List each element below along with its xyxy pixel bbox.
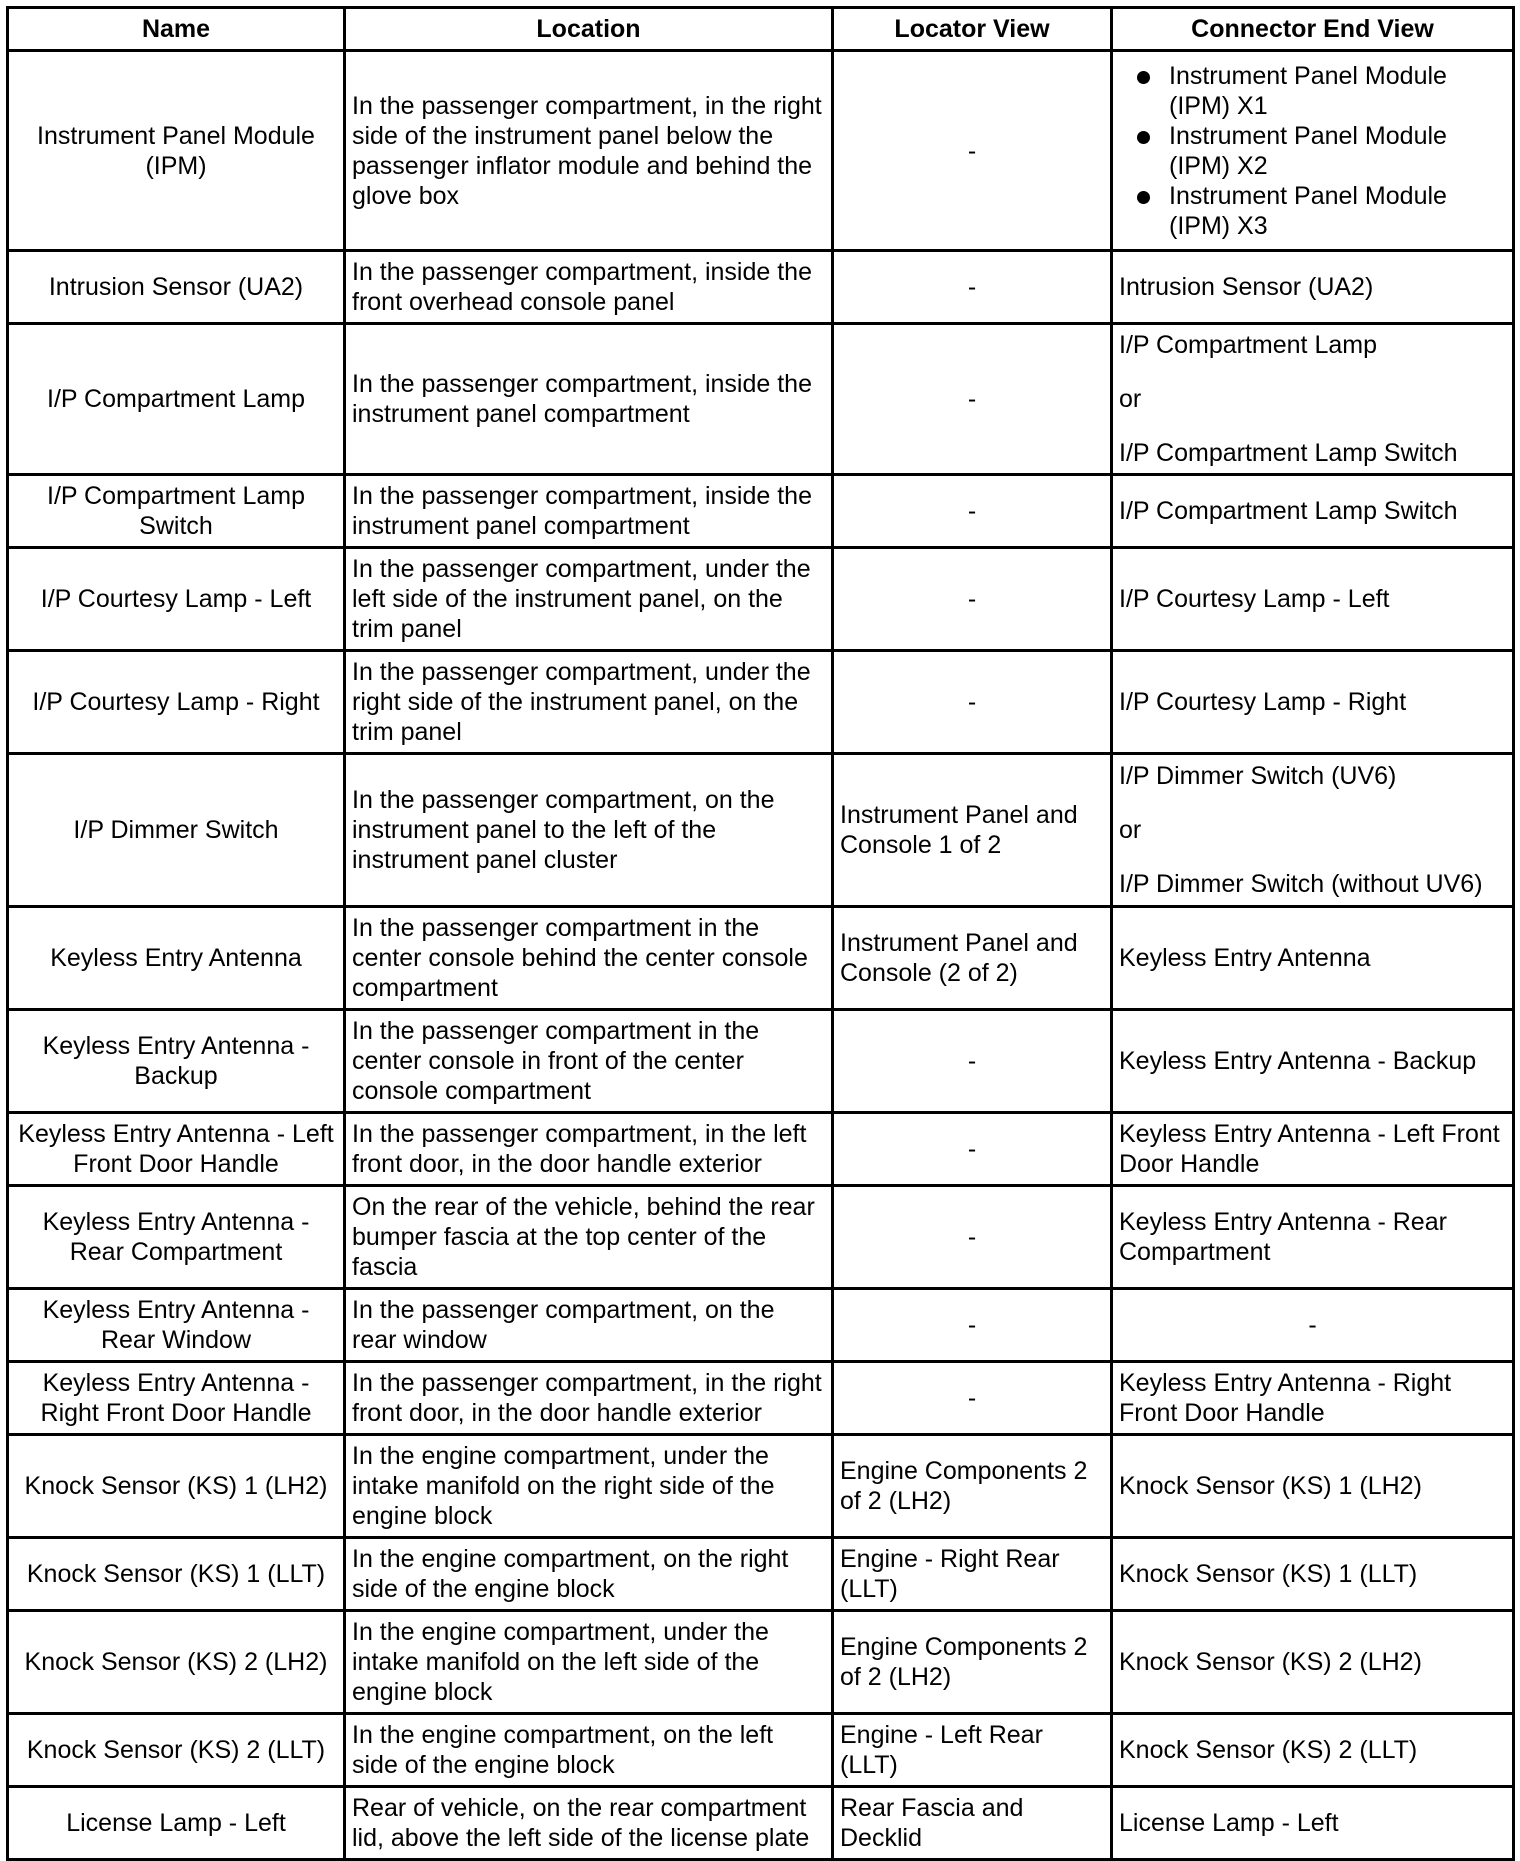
bullet-icon [1137,191,1150,204]
row-connector-end-view [1112,51,1514,251]
row-name: Keyless Entry Antenna - Rear Window [8,1289,345,1362]
connector-alt-option: I/P Dimmer Switch (without UV6) [1119,870,1483,898]
row-locator-view: - [833,548,1112,651]
connector-alt-option: I/P Compartment Lamp [1119,331,1377,359]
connector-list-item-label: Instrument Panel Module (IPM) X3 [1169,181,1447,240]
connector-list [1119,61,1506,241]
table-row [8,251,1514,324]
connector-alt-option: I/P Dimmer Switch (UV6) [1119,762,1397,790]
column-header-name: Name [8,8,345,51]
table-row [8,1010,1514,1113]
row-connector-end-view: Knock Sensor (KS) 1 (LLT) [1112,1538,1514,1611]
row-name: Instrument Panel Module (IPM) [8,51,345,251]
row-name: Knock Sensor (KS) 1 (LH2) [8,1435,345,1538]
row-connector-end-view: Knock Sensor (KS) 2 (LLT) [1112,1714,1514,1787]
bullet-icon [1137,131,1150,144]
row-connector-end-view [1112,324,1514,475]
connector-alt-separator: or [1119,385,1142,413]
row-name: Keyless Entry Antenna - Left Front Door Handle [8,1113,345,1186]
row-connector-end-view: Keyless Entry Antenna - Left Front Door Handle [1112,1113,1514,1186]
row-connector-end-view: Keyless Entry Antenna [1112,907,1514,1010]
row-connector-end-view: I/P Courtesy Lamp - Left [1112,548,1514,651]
column-header-connector-end-view: Connector End View [1112,8,1514,51]
row-locator-view: - [833,1186,1112,1289]
connector-list-item [1169,61,1506,121]
row-locator-view: - [833,1289,1112,1362]
row-connector-end-view: Knock Sensor (KS) 2 (LH2) [1112,1611,1514,1714]
table-row [8,475,1514,548]
row-name: Knock Sensor (KS) 2 (LLT) [8,1714,345,1787]
column-header-location: Location [345,8,833,51]
row-location: In the passenger compartment, under the right side of the instrument panel, on the trim panel [345,651,833,754]
row-connector-end-view: Keyless Entry Antenna - Rear Compartment [1112,1186,1514,1289]
row-connector-end-view: I/P Compartment Lamp Switch [1112,475,1514,548]
row-location: In the passenger compartment, in the right side of the instrument panel below the passenger inflator module and behind the glove box [345,51,833,251]
row-locator-view: - [833,475,1112,548]
row-name: Keyless Entry Antenna [8,907,345,1010]
table-row [8,907,1514,1010]
row-name: I/P Dimmer Switch [8,754,345,907]
connector-list-item-label: Instrument Panel Module (IPM) X2 [1169,121,1447,180]
table-row [8,51,1514,251]
table-row [8,1435,1514,1538]
row-connector-end-view: I/P Courtesy Lamp - Right [1112,651,1514,754]
row-name: Knock Sensor (KS) 1 (LLT) [8,1538,345,1611]
row-location: In the passenger compartment, under the left side of the instrument panel, on the trim panel [345,548,833,651]
row-location: In the passenger compartment, in the left front door, in the door handle exterior [345,1113,833,1186]
row-location: In the engine compartment, on the right side of the engine block [345,1538,833,1611]
row-locator-view: Engine Components 2 of 2 (LH2) [833,1435,1112,1538]
row-name: License Lamp - Left [8,1787,345,1860]
row-location: In the engine compartment, under the intake manifold on the right side of the engine block [345,1435,833,1538]
table-row [8,1186,1514,1289]
table-row [8,651,1514,754]
component-locator-table [6,6,1515,1861]
connector-alternatives [1119,761,1506,899]
table-row [8,1611,1514,1714]
row-connector-end-view [1112,754,1514,907]
table-row [8,548,1514,651]
table-row [8,1538,1514,1611]
table-row [8,754,1514,907]
connector-list-item-label: Instrument Panel Module (IPM) X1 [1169,61,1447,120]
row-location: In the passenger compartment, on the instrument panel to the left of the instrument panel cluster [345,754,833,907]
table-row [8,324,1514,475]
row-locator-view: Rear Fascia and Decklid [833,1787,1112,1860]
row-name: Keyless Entry Antenna - Rear Compartment [8,1186,345,1289]
row-name: I/P Compartment Lamp Switch [8,475,345,548]
row-locator-view: Engine - Left Rear (LLT) [833,1714,1112,1787]
table-row [8,1362,1514,1435]
row-connector-end-view: Keyless Entry Antenna - Right Front Door Handle [1112,1362,1514,1435]
row-location: In the passenger compartment, on the rear window [345,1289,833,1362]
row-name: I/P Compartment Lamp [8,324,345,475]
connector-alternatives [1119,330,1506,468]
row-name: Keyless Entry Antenna - Right Front Door Handle [8,1362,345,1435]
row-name: Intrusion Sensor (UA2) [8,251,345,324]
row-connector-end-view: Keyless Entry Antenna - Backup [1112,1010,1514,1113]
row-name: I/P Courtesy Lamp - Right [8,651,345,754]
row-locator-view: - [833,651,1112,754]
row-locator-view: Instrument Panel and Console 1 of 2 [833,754,1112,907]
connector-list-item [1169,121,1506,181]
table-row [8,1289,1514,1362]
row-location: On the rear of the vehicle, behind the rear bumper fascia at the top center of the fascia [345,1186,833,1289]
row-connector-end-view: Knock Sensor (KS) 1 (LH2) [1112,1435,1514,1538]
connector-alt-separator: or [1119,816,1142,844]
row-location: In the passenger compartment, inside the instrument panel compartment [345,475,833,548]
row-locator-view: - [833,251,1112,324]
row-locator-view: - [833,1362,1112,1435]
row-connector-end-view: License Lamp - Left [1112,1787,1514,1860]
row-connector-end-view: - [1112,1289,1514,1362]
column-header-locator-view: Locator View [833,8,1112,51]
row-location: In the engine compartment, under the intake manifold on the left side of the engine block [345,1611,833,1714]
row-location: In the passenger compartment in the center console behind the center console compartment [345,907,833,1010]
row-locator-view: - [833,324,1112,475]
row-locator-view: - [833,1010,1112,1113]
row-location: Rear of vehicle, on the rear compartment lid, above the left side of the license plate [345,1787,833,1860]
row-locator-view: - [833,51,1112,251]
row-name: Knock Sensor (KS) 2 (LH2) [8,1611,345,1714]
connector-list-item [1169,181,1506,241]
table-header-row [8,8,1514,51]
row-locator-view: Engine - Right Rear (LLT) [833,1538,1112,1611]
row-name: Keyless Entry Antenna - Backup [8,1010,345,1113]
row-locator-view: - [833,1113,1112,1186]
row-name: I/P Courtesy Lamp - Left [8,548,345,651]
connector-alt-option: I/P Compartment Lamp Switch [1119,439,1458,467]
bullet-icon [1137,71,1150,84]
table-row [8,1714,1514,1787]
row-location: In the passenger compartment, inside the front overhead console panel [345,251,833,324]
row-connector-end-view: Intrusion Sensor (UA2) [1112,251,1514,324]
table-row [8,1787,1514,1860]
row-locator-view: Instrument Panel and Console (2 of 2) [833,907,1112,1010]
row-location: In the passenger compartment, inside the instrument panel compartment [345,324,833,475]
row-location: In the passenger compartment, in the right front door, in the door handle exterior [345,1362,833,1435]
row-location: In the passenger compartment in the center console in front of the center console compartment [345,1010,833,1113]
component-locator-table-sheet [6,6,1512,1861]
table-row [8,1113,1514,1186]
row-location: In the engine compartment, on the left side of the engine block [345,1714,833,1787]
row-locator-view: Engine Components 2 of 2 (LH2) [833,1611,1112,1714]
